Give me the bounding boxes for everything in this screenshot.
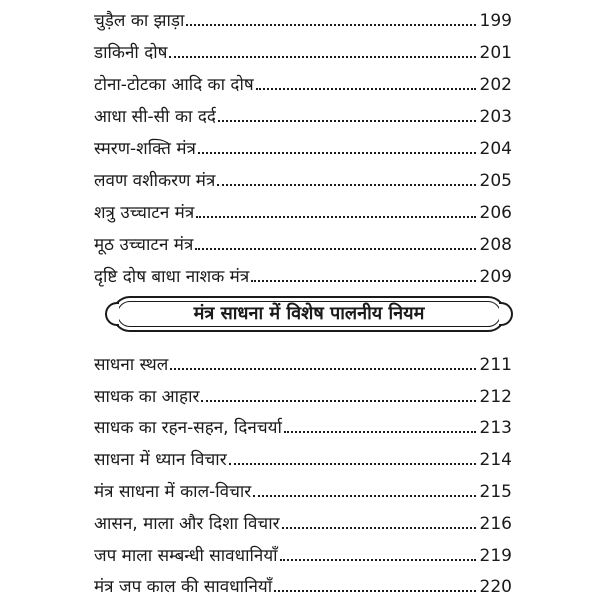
contents-entry [94,96,512,128]
dot-leader [201,400,476,402]
contents-entry [94,567,512,599]
entry-title: साधना में ध्यान विचार [94,450,227,471]
section-heading: मंत्र साधना में विशेष पालनीय नियम [193,303,425,324]
entry-title: डाकिनी दोष [94,43,168,63]
contents-entry [94,344,512,376]
contents-entry [94,503,512,535]
contents-entry [94,64,512,96]
entry-page-number: 202 [479,75,512,95]
entry-title: मूठ उच्चाटन मंत्र [94,235,194,255]
contents-entry [94,471,512,503]
entry-title: आसन, माला और दिशा विचार [94,513,280,534]
entry-page-number: 215 [479,481,512,502]
contents-entry [94,192,512,224]
entry-page-number: 209 [479,267,512,287]
contents-entry [94,535,512,567]
entry-title: लवण वशीकरण मंत्र [94,171,216,191]
dot-leader [274,590,476,592]
contents-entry [94,128,512,160]
entry-page-number: 212 [479,386,512,407]
contents-entry [94,0,512,32]
contents-entry [94,32,512,64]
entry-page-number: 219 [479,545,512,566]
dot-leader [229,463,476,465]
entry-page-number: 199 [479,11,512,31]
entry-title: जप माला सम्बन्धी सावधानियाँ [94,545,278,566]
dot-leader [186,24,476,26]
dot-leader [282,527,476,529]
entry-page-number: 220 [479,577,512,598]
dot-leader [256,88,476,90]
entry-page-number: 201 [479,43,512,63]
contents-entry [94,256,512,288]
entry-page-number: 216 [479,513,512,534]
entry-page-number: 205 [479,171,512,191]
entry-title: साधक का आहार [94,386,200,407]
entry-page-number: 214 [479,450,512,471]
contents-entry [94,160,512,192]
entry-title: चुड़ैल का झाड़ा [94,11,185,31]
contents-entry [94,439,512,471]
dot-leader [253,495,476,497]
dot-leader [217,184,476,186]
entry-title: साधना स्थल [94,354,169,375]
dot-leader [280,559,476,561]
dot-leader [284,431,476,433]
entry-page-number: 213 [479,418,512,439]
entry-title: मंत्र जप काल की सावधानियाँ [94,577,273,598]
section-heading-banner [112,296,506,332]
entry-page-number: 208 [479,235,512,255]
entry-title: टोना-टोटका आदि का दोष [94,75,254,95]
contents-entry [94,224,512,256]
entry-title: मंत्र साधना में काल-विचार [94,481,252,502]
contents-entry [94,376,512,408]
entry-page-number: 206 [479,203,512,223]
entry-page-number: 204 [479,139,512,159]
entry-title: शत्रु उच्चाटन मंत्र [94,203,195,223]
entry-title: आधा सी-सी का दर्द [94,107,216,127]
entry-page-number: 203 [479,107,512,127]
dot-leader [196,216,476,218]
dot-leader [198,152,476,154]
entry-page-number: 211 [479,354,512,375]
entry-title: साधक का रहन-सहन, दिनचर्या [94,418,282,439]
dot-leader [251,280,476,282]
dot-leader [195,248,476,250]
entry-title: दृष्टि दोष बाधा नाशक मंत्र [94,267,250,287]
dot-leader [169,56,476,58]
section-contents-list [94,344,512,598]
dot-leader [218,120,476,122]
entry-title: स्मरण-शक्ति मंत्र [94,139,196,159]
contents-list [94,0,512,288]
contents-entry [94,408,512,440]
dot-leader [170,368,476,370]
